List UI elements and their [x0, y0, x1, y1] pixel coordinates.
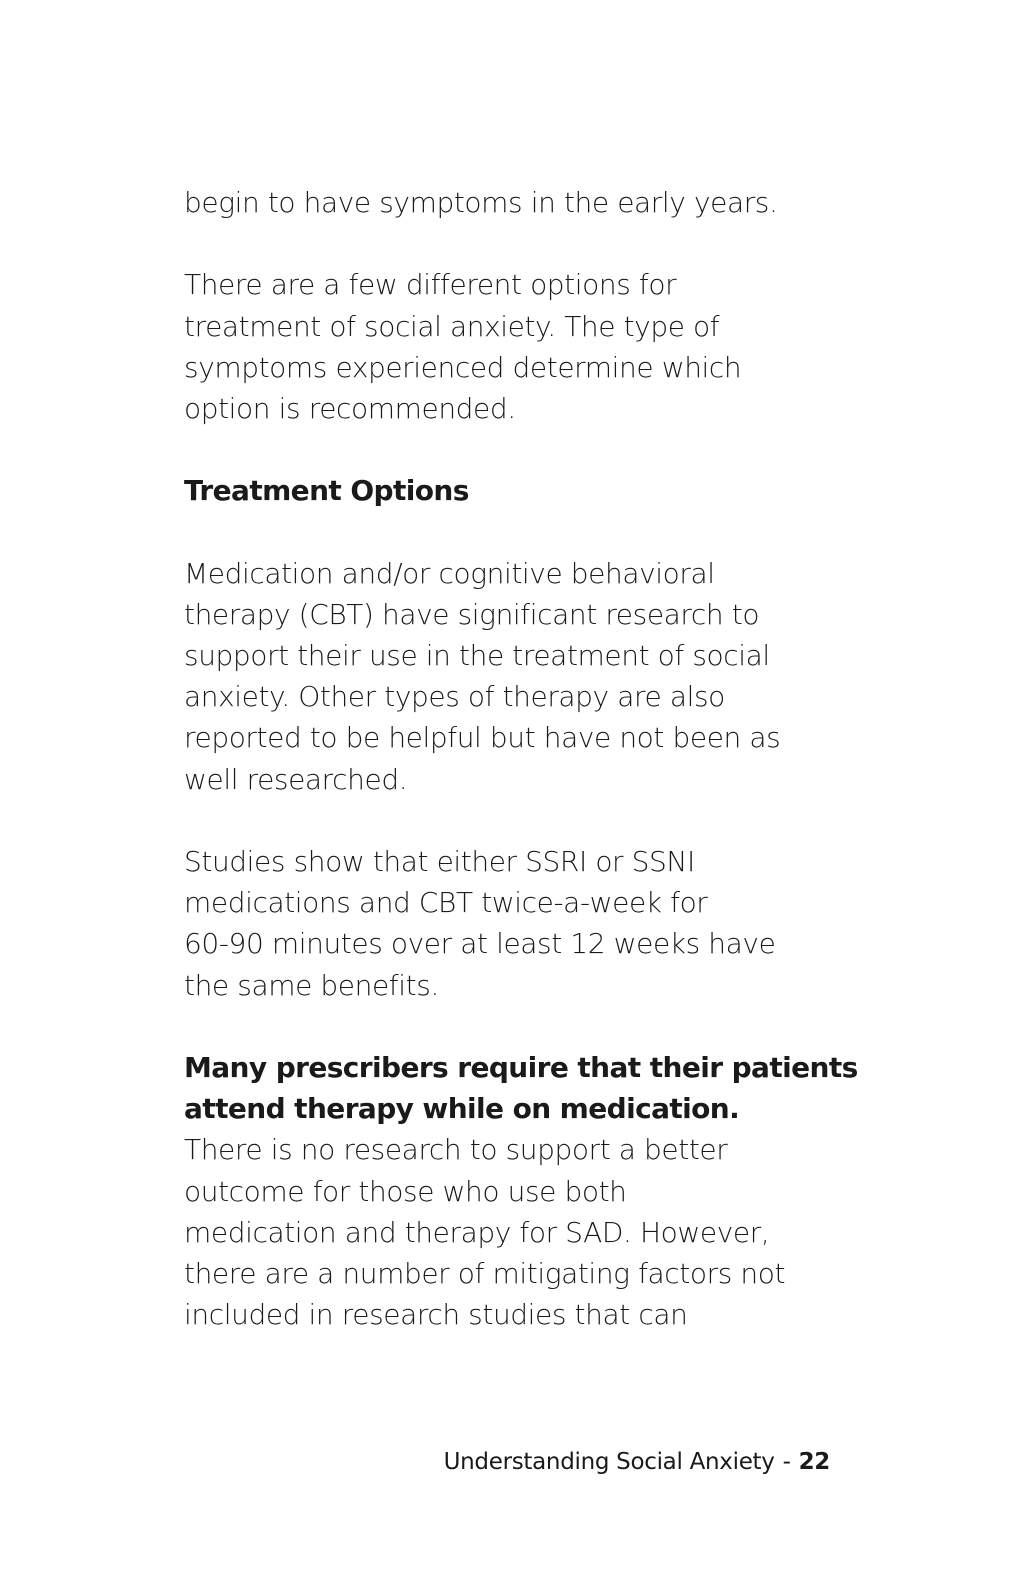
body-text-line: begin to have symptoms in the early years.	[184, 186, 778, 219]
body-text-line: There are a few different options for	[184, 268, 677, 302]
footer-book-title: Understanding Social Anxiety	[443, 1449, 775, 1475]
body-text-line: therapy (CBT) have significant research to	[184, 597, 760, 631]
page-footer	[444, 1446, 830, 1478]
body-text-line: reported to be helpful but have not been as	[184, 721, 781, 755]
footer-separator: -	[782, 1449, 791, 1475]
paragraph-spacer	[184, 223, 844, 264]
body-text-line: outcome for those who use both	[184, 1174, 627, 1208]
paragraph-spacer	[184, 800, 844, 841]
body-text-line: well researched.	[184, 762, 408, 796]
paragraph-spacer	[184, 429, 844, 470]
page-body	[184, 182, 858, 1335]
body-text-line: 60-90 minutes over at least 12 weeks have	[184, 927, 776, 961]
page-number: 22	[798, 1449, 830, 1475]
body-text-line: option is recommended.	[184, 391, 516, 425]
body-text-line: included in research studies that can	[184, 1298, 688, 1332]
body-text-line: medication and therapy for SAD. However,	[184, 1215, 770, 1249]
body-text-line: medications and CBT twice-a-week for	[184, 886, 708, 920]
body-text-line: treatment of social anxiety. The type of	[184, 309, 720, 343]
emphasis-text-line: attend therapy while on medication.	[184, 1092, 740, 1126]
body-text-line: there are a number of mitigating factors not	[184, 1256, 786, 1290]
body-text-line: symptoms experienced determine which	[184, 350, 742, 384]
body-text-line: the same benefits.	[184, 968, 439, 1002]
paragraph-spacer	[184, 1006, 844, 1047]
paragraph-spacer	[184, 512, 844, 553]
body-text-line: There is no research to support a better	[184, 1133, 728, 1167]
emphasis-text-line: Many prescribers require that their patients	[184, 1050, 858, 1084]
section-heading: Treatment Options	[184, 474, 469, 508]
body-text-line: support their use in the treatment of social	[184, 639, 770, 673]
body-text-line: Studies show that either SSRI or SSNI	[184, 845, 695, 878]
body-text-line: Medication and/or cognitive behavioral	[184, 556, 715, 590]
body-text-line: anxiety. Other types of therapy are also	[184, 680, 725, 714]
